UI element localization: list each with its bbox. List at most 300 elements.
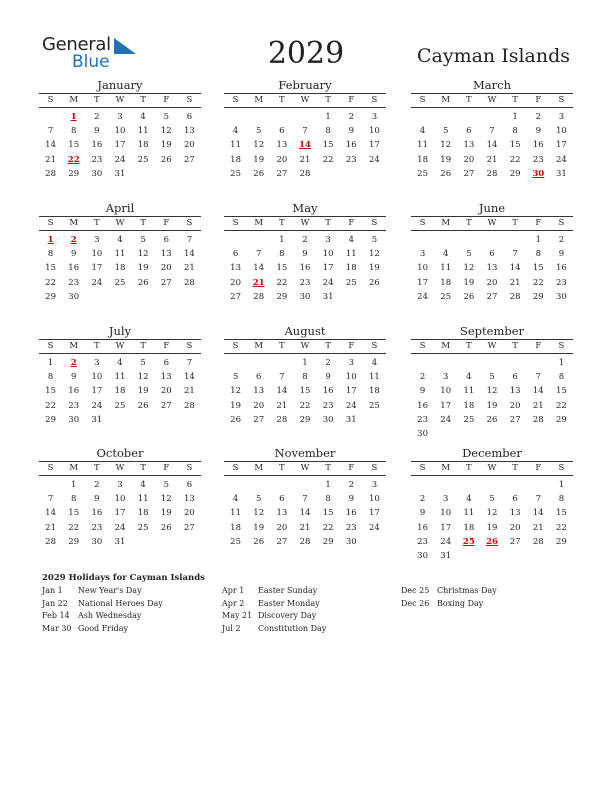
day-cell: 7 xyxy=(279,372,285,383)
day-cell: 18 xyxy=(417,154,428,165)
holiday-row xyxy=(222,586,392,599)
day-cell: 7 xyxy=(47,126,54,137)
day-cell: 26 xyxy=(230,414,241,425)
day-cell: 14 xyxy=(45,508,56,519)
day-cell: 2 xyxy=(348,112,354,122)
day-cell: 15 xyxy=(68,140,80,151)
day-cell: 19 xyxy=(137,263,149,274)
day-cell: 19 xyxy=(463,277,475,288)
empty-cell xyxy=(247,233,270,247)
day-cell: 6 xyxy=(466,126,472,137)
weekday-label: S xyxy=(47,341,54,351)
day-cell: 29 xyxy=(45,291,56,302)
month-title: October xyxy=(96,446,144,460)
empty-cell xyxy=(504,356,527,370)
day-cell: 9 xyxy=(71,372,77,383)
day-cell: 22 xyxy=(299,400,311,411)
weekday-label: S xyxy=(186,95,193,105)
day-cell: 25 xyxy=(137,154,149,165)
day-cell: 17 xyxy=(369,508,380,519)
weekday-label: F xyxy=(348,218,355,228)
day-cell: 24 xyxy=(91,277,103,288)
weekday-label: S xyxy=(419,95,426,105)
weekday-label: W xyxy=(115,218,125,228)
weekday-label: M xyxy=(254,218,264,228)
day-cell: 2 xyxy=(302,235,308,245)
day-cell: 21 xyxy=(184,263,195,274)
weekday-label: T xyxy=(466,463,472,473)
holiday-name: Good Friday xyxy=(78,623,129,633)
day-cell: 4 xyxy=(140,480,146,490)
weekday-header xyxy=(39,461,201,476)
day-cell: 27 xyxy=(230,291,241,302)
day-cell: 16 xyxy=(556,263,567,274)
day-cell: 29 xyxy=(299,414,311,425)
day-cell: 10 xyxy=(369,126,380,137)
day-cell: 29 xyxy=(509,168,521,179)
day-cell: 6 xyxy=(186,112,193,122)
day-cell: 17 xyxy=(91,263,103,274)
day-cell: 15 xyxy=(509,140,521,151)
day-cell: 11 xyxy=(137,126,149,137)
holiday-row xyxy=(222,611,392,624)
day-cell: 7 xyxy=(186,235,193,245)
day-cell: 5 xyxy=(256,126,262,137)
day-cell: 24 xyxy=(440,536,452,547)
month-february xyxy=(224,78,386,181)
day-cell: 19 xyxy=(160,508,172,519)
holiday-date: Mar 30 xyxy=(42,623,72,633)
day-cell: 28 xyxy=(299,536,311,547)
day-cell: 6 xyxy=(256,372,262,383)
day-cell: 18 xyxy=(463,400,475,411)
day-cell: 18 xyxy=(114,386,126,397)
day-cell: 17 xyxy=(345,386,357,397)
day-cell: 26 xyxy=(160,154,172,165)
day-cell: 4 xyxy=(443,249,449,260)
day-cell: 12 xyxy=(253,508,265,519)
weekday-label: M xyxy=(254,463,264,473)
day-cell: 8 xyxy=(325,126,331,137)
day-cell: 23 xyxy=(322,400,334,411)
day-cell: 2 xyxy=(419,372,426,383)
day-cell: 23 xyxy=(417,536,428,547)
day-grid xyxy=(411,110,573,181)
day-cell: 5 xyxy=(232,372,239,383)
day-cell: 3 xyxy=(94,358,100,368)
day-cell: 17 xyxy=(91,386,103,397)
day-cell: 22 xyxy=(45,400,56,411)
day-cell: 3 xyxy=(371,480,378,490)
weekday-label: T xyxy=(279,218,285,228)
day-cell: 16 xyxy=(532,140,544,151)
holiday-date: Jan 1 xyxy=(42,586,63,595)
holiday-name: Easter Monday xyxy=(258,598,320,608)
weekday-label: T xyxy=(94,95,100,105)
day-cell: 13 xyxy=(160,249,172,260)
day-cell: 3 xyxy=(94,235,100,245)
weekday-label: S xyxy=(47,218,54,228)
day-cell: 25 xyxy=(345,277,357,288)
weekday-label: S xyxy=(47,95,54,105)
day-cell: 28 xyxy=(45,536,56,547)
day-cell: 11 xyxy=(230,508,241,519)
day-cell: 4 xyxy=(419,126,426,137)
holiday-column-2 xyxy=(222,586,392,636)
weekday-label: S xyxy=(558,341,565,351)
weekday-label: S xyxy=(232,341,239,351)
day-cell: 5 xyxy=(163,480,169,490)
day-cell: 30 xyxy=(299,291,311,302)
holiday-row xyxy=(42,599,212,612)
day-cell: 3 xyxy=(325,235,331,245)
day-cell: 13 xyxy=(184,494,195,505)
day-cell: 26 xyxy=(369,277,380,288)
day-cell: 20 xyxy=(160,386,172,397)
day-cell: 12 xyxy=(160,494,172,505)
holiday-name: Constitution Day xyxy=(258,623,327,633)
day-cell: 9 xyxy=(419,386,426,397)
day-cell: 2 xyxy=(94,112,100,122)
day-cell: 25 xyxy=(463,414,475,425)
day-cell: 2 xyxy=(94,480,100,490)
empty-cell xyxy=(411,356,434,370)
day-cell: 18 xyxy=(137,140,149,151)
day-cell: 20 xyxy=(160,263,172,274)
day-cell: 25 xyxy=(114,277,126,288)
day-cell: 7 xyxy=(489,126,495,137)
holiday-name: Discovery Day xyxy=(258,611,317,621)
day-cell: 13 xyxy=(486,263,498,274)
holiday-name: New Year's Day xyxy=(78,586,142,595)
weekday-label: T xyxy=(466,218,472,228)
day-cell: 17 xyxy=(369,140,380,151)
day-cell: 16 xyxy=(345,140,357,151)
holiday-list-title: 2029 Holidays for Cayman Islands xyxy=(42,573,205,583)
day-cell: 23 xyxy=(299,277,311,288)
day-cell: 10 xyxy=(556,126,567,137)
day-cell: 14 xyxy=(486,140,498,151)
day-cell: 18 xyxy=(463,522,475,533)
weekday-label: S xyxy=(186,341,193,351)
weekday-label: T xyxy=(512,463,518,473)
day-cell: 24 xyxy=(417,291,428,302)
weekday-label: S xyxy=(419,218,426,228)
day-cell: 24 xyxy=(91,400,103,411)
day-cell: 14 xyxy=(532,386,544,397)
empty-cell xyxy=(411,233,434,247)
day-cell: 16 xyxy=(68,386,80,397)
day-cell: 15 xyxy=(45,263,56,274)
day-cell: 11 xyxy=(463,386,475,397)
day-grid xyxy=(411,356,573,441)
day-cell: 5 xyxy=(371,235,378,245)
day-cell: 26 xyxy=(253,536,265,547)
weekday-label: M xyxy=(254,95,264,105)
day-cell: 8 xyxy=(325,494,331,505)
holiday-date: May 21 xyxy=(222,611,253,621)
day-cell: 25 xyxy=(440,291,452,302)
day-cell: 12 xyxy=(137,249,149,260)
day-cell: 14 xyxy=(509,263,521,274)
holiday-row xyxy=(222,599,392,612)
day-cell: 28 xyxy=(509,291,521,302)
weekday-label: S xyxy=(558,218,565,228)
day-cell: 10 xyxy=(369,494,380,505)
day-cell: 12 xyxy=(160,126,172,137)
day-cell: 19 xyxy=(440,154,452,165)
day-cell: 29 xyxy=(276,291,288,302)
day-cell: 20 xyxy=(230,277,241,288)
day-cell: 24 xyxy=(322,277,334,288)
day-cell: 11 xyxy=(137,494,149,505)
weekday-label: W xyxy=(115,463,125,473)
day-cell: 17 xyxy=(440,522,452,533)
day-cell: 3 xyxy=(443,372,449,383)
day-cell: 3 xyxy=(419,249,426,260)
weekday-label: M xyxy=(441,218,451,228)
day-cell: 6 xyxy=(512,494,518,505)
weekday-label: T xyxy=(140,341,146,351)
day-cell: 10 xyxy=(114,494,126,505)
day-cell: 4 xyxy=(371,358,378,368)
day-cell: 14 xyxy=(184,372,195,383)
day-cell: 11 xyxy=(463,508,475,519)
holiday-row xyxy=(42,586,212,599)
day-cell: 6 xyxy=(163,235,169,245)
weekday-label: W xyxy=(487,95,497,105)
day-cell: 31 xyxy=(91,414,103,425)
day-cell: 17 xyxy=(556,140,567,151)
weekday-label: M xyxy=(69,95,79,105)
holiday-row xyxy=(401,599,571,612)
weekday-label: T xyxy=(325,463,331,473)
day-cell: 22 xyxy=(45,277,56,288)
day-cell: 29 xyxy=(532,291,544,302)
day-cell: 20 xyxy=(184,140,195,151)
month-july xyxy=(39,324,201,427)
day-cell: 28 xyxy=(253,291,265,302)
month-august xyxy=(224,324,386,427)
holiday-name: Christmas Day xyxy=(437,586,497,595)
day-cell: 14 xyxy=(45,140,56,151)
day-cell: 19 xyxy=(253,522,265,533)
day-cell: 28 xyxy=(45,168,56,179)
day-cell: 19 xyxy=(137,386,149,397)
day-cell: 19 xyxy=(253,154,265,165)
day-cell: 27 xyxy=(253,414,265,425)
day-cell: 26 xyxy=(160,522,172,533)
weekday-label: F xyxy=(163,218,170,228)
day-cell: 24 xyxy=(369,522,380,533)
day-cell: 5 xyxy=(163,112,169,122)
holiday-column-1 xyxy=(42,586,212,636)
day-cell: 22 xyxy=(509,154,521,165)
day-cell: 3 xyxy=(371,112,378,122)
weekday-label: T xyxy=(94,463,100,473)
day-cell: 31 xyxy=(322,291,334,302)
day-cell: 20 xyxy=(276,522,288,533)
day-cell: 25 xyxy=(369,400,380,411)
empty-cell xyxy=(293,110,316,124)
day-cell: 3 xyxy=(558,112,565,122)
weekday-label: F xyxy=(535,463,542,473)
day-cell: 6 xyxy=(163,358,169,368)
day-cell: 28 xyxy=(299,168,311,179)
holiday-row xyxy=(42,611,212,624)
holiday-name: Ash Wednesday xyxy=(78,611,142,621)
day-cell: 9 xyxy=(325,372,331,383)
day-cell: 2 xyxy=(558,235,565,245)
day-cell: 11 xyxy=(230,140,241,151)
weekday-label: F xyxy=(163,463,170,473)
day-cell: 9 xyxy=(535,126,541,137)
day-cell: 28 xyxy=(276,414,288,425)
empty-cell xyxy=(504,478,527,492)
day-cell: 11 xyxy=(114,249,126,260)
day-cell: 16 xyxy=(417,522,428,533)
day-cell: 5 xyxy=(140,358,146,368)
day-cell: 30 xyxy=(68,291,80,302)
day-cell: 27 xyxy=(509,414,521,425)
day-cell: 6 xyxy=(489,249,495,260)
day-grid xyxy=(224,110,386,181)
weekday-label: T xyxy=(140,95,146,105)
day-cell: 21 xyxy=(276,400,288,411)
day-cell: 16 xyxy=(68,263,80,274)
day-cell: 7 xyxy=(302,126,308,137)
holiday-day-cell: 2 xyxy=(70,235,77,245)
day-cell: 22 xyxy=(276,277,288,288)
month-title: March xyxy=(473,78,511,92)
day-cell: 26 xyxy=(440,168,452,179)
day-cell: 23 xyxy=(417,414,428,425)
day-cell: 15 xyxy=(556,508,567,519)
day-cell: 4 xyxy=(466,494,472,505)
day-cell: 23 xyxy=(345,522,357,533)
day-cell: 29 xyxy=(68,168,80,179)
day-cell: 21 xyxy=(509,277,521,288)
day-cell: 19 xyxy=(160,140,172,151)
day-cell: 13 xyxy=(509,508,521,519)
day-cell: 9 xyxy=(94,126,100,137)
day-cell: 18 xyxy=(440,277,452,288)
day-cell: 4 xyxy=(348,235,354,245)
day-cell: 13 xyxy=(276,508,288,519)
weekday-label: F xyxy=(163,341,170,351)
day-cell: 15 xyxy=(322,140,334,151)
weekday-label: F xyxy=(535,218,542,228)
day-cell: 18 xyxy=(137,508,149,519)
day-cell: 31 xyxy=(114,536,126,547)
day-cell: 7 xyxy=(302,494,308,505)
day-cell: 11 xyxy=(440,263,452,274)
day-cell: 5 xyxy=(489,372,495,383)
day-cell: 9 xyxy=(558,249,565,260)
day-cell: 10 xyxy=(91,372,103,383)
day-cell: 19 xyxy=(230,400,241,411)
day-cell: 8 xyxy=(47,249,54,260)
day-cell: 22 xyxy=(68,522,80,533)
day-cell: 5 xyxy=(256,494,262,505)
day-cell: 7 xyxy=(256,249,262,260)
empty-cell xyxy=(480,478,503,492)
weekday-label: M xyxy=(69,341,79,351)
day-cell: 8 xyxy=(47,372,54,383)
day-cell: 24 xyxy=(369,154,380,165)
weekday-label: S xyxy=(419,463,426,473)
day-cell: 15 xyxy=(322,508,334,519)
weekday-label: M xyxy=(254,341,264,351)
day-cell: 13 xyxy=(160,372,172,383)
day-cell: 26 xyxy=(137,400,149,411)
day-cell: 20 xyxy=(463,154,475,165)
weekday-label: M xyxy=(69,463,79,473)
day-cell: 20 xyxy=(184,508,195,519)
day-cell: 17 xyxy=(114,140,126,151)
weekday-label: T xyxy=(512,218,518,228)
day-cell: 30 xyxy=(417,428,428,439)
day-cell: 13 xyxy=(276,140,288,151)
day-cell: 22 xyxy=(556,522,567,533)
weekday-label: T xyxy=(512,341,518,351)
day-cell: 12 xyxy=(486,508,498,519)
weekday-label: T xyxy=(325,95,331,105)
day-cell: 9 xyxy=(419,508,426,519)
day-cell: 21 xyxy=(184,386,195,397)
day-cell: 9 xyxy=(348,126,354,137)
day-cell: 2 xyxy=(535,112,541,122)
day-cell: 23 xyxy=(91,522,103,533)
day-cell: 24 xyxy=(114,154,126,165)
day-cell: 4 xyxy=(232,494,239,505)
day-cell: 8 xyxy=(279,249,285,260)
day-cell: 16 xyxy=(299,263,311,274)
day-grid xyxy=(411,233,573,304)
weekday-label: W xyxy=(487,341,497,351)
holiday-date: Dec 25 xyxy=(401,586,430,595)
day-cell: 6 xyxy=(279,494,285,505)
day-cell: 15 xyxy=(556,386,567,397)
day-cell: 16 xyxy=(322,386,334,397)
day-cell: 30 xyxy=(91,536,103,547)
day-cell: 16 xyxy=(417,400,428,411)
weekday-label: M xyxy=(69,218,79,228)
day-cell: 10 xyxy=(440,508,452,519)
weekday-label: W xyxy=(300,95,310,105)
day-cell: 7 xyxy=(512,249,518,260)
holiday-name: Boxing Day xyxy=(437,598,484,608)
day-cell: 25 xyxy=(230,168,241,179)
day-cell: 18 xyxy=(230,154,241,165)
day-cell: 11 xyxy=(345,249,357,260)
day-grid xyxy=(39,110,201,181)
day-cell: 24 xyxy=(114,522,126,533)
day-cell: 1 xyxy=(325,480,331,490)
empty-cell xyxy=(247,110,270,124)
day-cell: 3 xyxy=(443,494,449,505)
day-cell: 1 xyxy=(512,112,518,122)
weekday-label: F xyxy=(348,463,355,473)
day-cell: 6 xyxy=(279,126,285,137)
empty-cell xyxy=(434,233,457,247)
day-cell: 1 xyxy=(47,358,54,368)
month-october xyxy=(39,446,201,549)
day-cell: 26 xyxy=(486,414,498,425)
day-cell: 8 xyxy=(71,494,77,505)
day-cell: 27 xyxy=(160,277,172,288)
day-cell: 23 xyxy=(68,277,80,288)
